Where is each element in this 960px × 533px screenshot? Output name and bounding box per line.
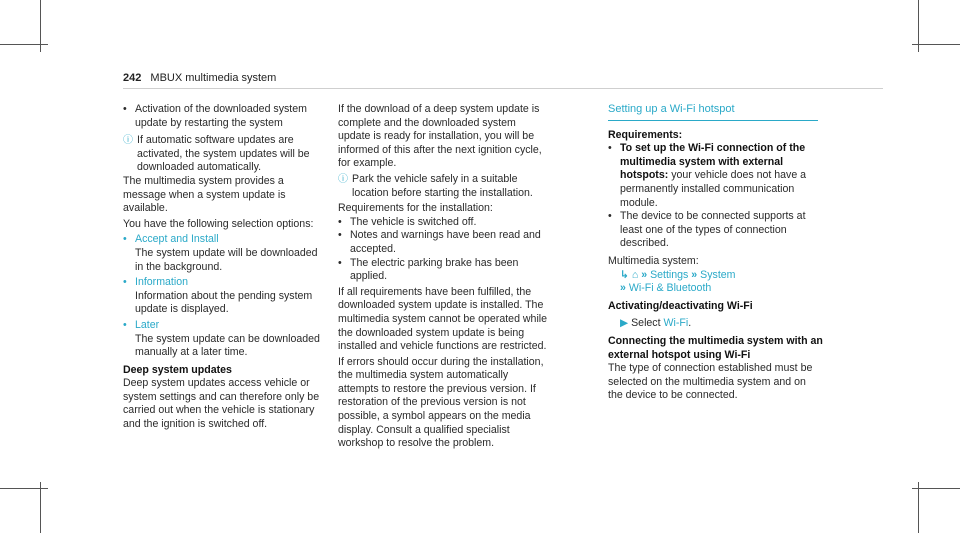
heading-deep-updates: Deep system updates xyxy=(123,363,232,376)
option-later: • Later xyxy=(123,319,328,333)
action-suffix: . xyxy=(688,317,692,330)
requirement-text: your vehicle does not have a permanently installed communication module. xyxy=(620,169,807,209)
list-item: • The vehicle is switched off. xyxy=(338,216,548,230)
requirements-heading: Requirements: xyxy=(608,128,683,141)
crop-mark xyxy=(40,482,41,533)
double-chevron-icon: » xyxy=(620,282,626,295)
paragraph: The type of connection established must be selected on the multimedia system and on the device to be connected. xyxy=(608,362,813,402)
paragraph: If errors should occur during the installation, the multimedia system automatically attempts to restore the previous version. If restoration of the previous version is not possible, a symbol appears on the media display. Consult a qualified specialist workshop to resolve the problem. xyxy=(338,355,544,450)
option-description: The system update can be downloaded manually at a later time. xyxy=(135,332,320,359)
list-item: • The electric parking brake has been applied. xyxy=(338,257,548,284)
page-header xyxy=(123,72,276,84)
nav-system: System xyxy=(700,268,736,281)
option-description: The system update will be downloaded in the background. xyxy=(135,246,318,273)
nav-settings: Settings xyxy=(650,268,689,281)
option-accept-install: • Accept and Install xyxy=(123,233,328,247)
heading-connect-hotspot: Connecting the multimedia system with an external hotspot using Wi-Fi xyxy=(608,334,823,361)
nav-label: Multimedia system: xyxy=(608,254,699,267)
double-chevron-icon: » xyxy=(691,268,698,281)
column-left xyxy=(123,103,328,432)
option-information: • Information xyxy=(123,276,328,290)
note-text: Park the vehicle safely in a suitable location before starting the installation. xyxy=(352,172,533,199)
header-rule xyxy=(123,88,883,89)
double-chevron-icon: » xyxy=(641,268,648,281)
triangle-action-icon: ▶ xyxy=(620,317,629,330)
crop-mark xyxy=(918,0,919,52)
note xyxy=(338,173,548,200)
action-text: Select xyxy=(631,317,664,330)
page-number: 242 xyxy=(123,72,142,84)
crop-mark xyxy=(918,482,919,533)
info-icon: ⓘ xyxy=(338,173,348,185)
list-item: • The device to be connected supports at least one of the types of connection described. xyxy=(608,210,823,251)
column-middle xyxy=(338,103,548,451)
list-item: • Activation of the downloaded system update by restarting the system xyxy=(123,103,328,130)
nav-path-cont xyxy=(608,282,823,296)
paragraph: The multimedia system provides a message when a system update is available. xyxy=(123,174,286,215)
note xyxy=(123,134,328,175)
header-title: MBUX multimedia system xyxy=(150,72,277,84)
requirement-bold: To set up the Wi-Fi connection of the multimedia system with external hotspots: xyxy=(620,142,806,182)
option-description: Information about the pending system update is displayed. xyxy=(135,289,313,316)
crop-mark xyxy=(40,0,41,52)
list-item xyxy=(608,142,823,210)
action-item-wifi: Wi-Fi xyxy=(663,317,689,330)
crop-mark xyxy=(912,488,960,489)
paragraph: If the download of a deep system update is complete and the downloaded system update is ready for installation, you will be informed of this after the next ignition cycle, for example. xyxy=(338,103,542,170)
paragraph: Requirements for the installation: xyxy=(338,202,493,215)
list-item: • Notes and warnings have been read and accepted. xyxy=(338,229,548,256)
paragraph: If all requirements have been fulfilled, the downloaded system update is installed. The multimedia system cannot be operated while the downloaded system update is being installed and vehicle functions are restricted. xyxy=(338,285,548,353)
info-icon: ⓘ xyxy=(123,135,133,147)
heading-activate-wifi: Activating/deactivating Wi-Fi xyxy=(608,299,753,312)
step-arrow-icon: ↳ xyxy=(620,268,629,281)
home-icon: ⌂ xyxy=(631,268,639,281)
nav-path xyxy=(608,269,823,283)
crop-mark xyxy=(912,44,960,45)
column-right xyxy=(608,103,823,403)
paragraph: You have the following selection options: xyxy=(123,217,314,230)
note-text: If automatic software updates are activated, the system updates will be downloaded automatically. xyxy=(137,134,310,174)
section-title: Setting up a Wi-Fi hotspot xyxy=(608,103,818,121)
nav-wifi-bluetooth: Wi-Fi & Bluetooth xyxy=(628,282,712,295)
action-step xyxy=(608,317,823,331)
paragraph: Deep system updates access vehicle or system settings and can therefore only be carried out when the vehicle is stationary and the ignition is switched off. xyxy=(123,377,320,431)
